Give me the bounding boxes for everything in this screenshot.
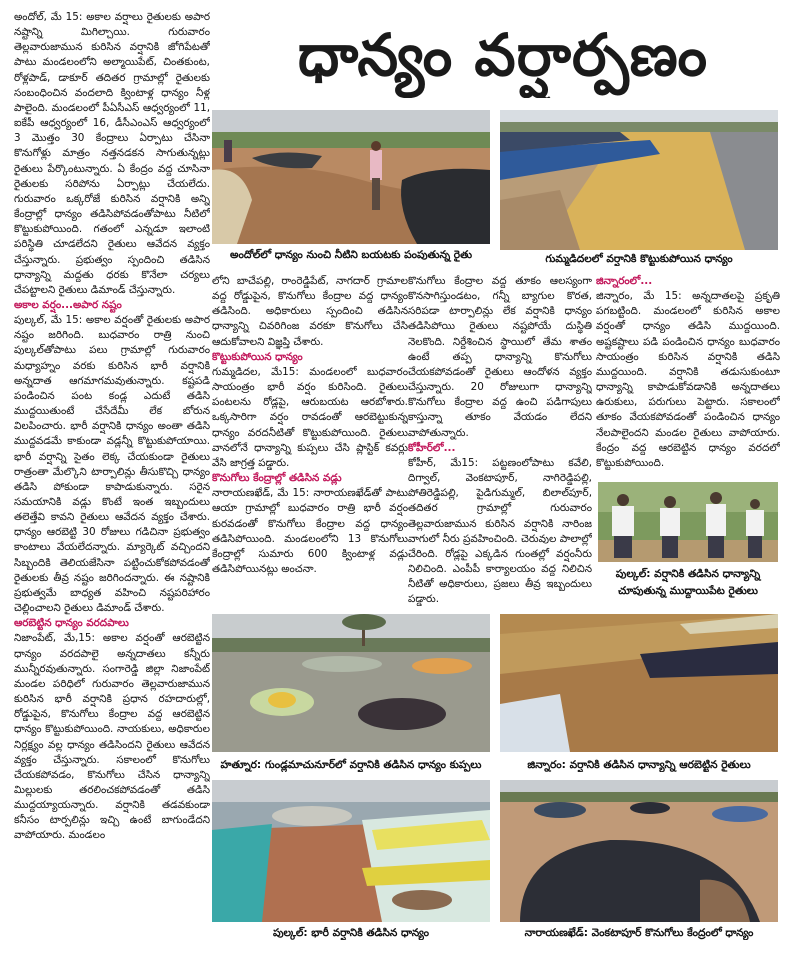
photo-caption: నారాయణఖేడ్: వెంకటాపూర్ కొనుగోలు కేంద్రంలో ధాన్యం [524,927,754,939]
photo-wet-grain-heaps [212,614,490,752]
paragraph: కొనుగోలు కేంద్రాల వద్ద తూకం ఆలస్యంగా కొనసాగిస్తుండటం, గన్నీ బ్యాగుల కొరత, సరిపడా టార్పాలిన్లు లేక వర్షానికి ధాన్యం తడిసిపోయి రైతులు నష్టపోయే దుస్థితి నెలకొంది. నిర్దేశించిన స్థాయిలో తేమ శాతం ఉంటే తప్ప ధాన్యాన్ని కొనుగోలు చేయకపోవడంతో రైతులు ఆందోళన వ్యక్తం చేస్తున్నారు. 20 రోజులుగా ధాన్యాన్ని కొనుగోలు కేంద్రాల వద్ద ఉంచి పడిగాపులు కాస్తున్నా తూకం వేయడం లేదని వాపోతున్నారు. [408,275,592,439]
photo-caption: అందోల్‌లో ధాన్యం నుంచి నీటిని బయటకు పంపుతున్న రైతు [230,249,472,261]
subheading: అకాల వర్షం...అపార నష్టం [14,298,122,311]
photo-grain-on-roadside [500,110,778,250]
paragraph: పుల్కల్, మే 15: అకాల వర్షంతో రైతులకు అపార నష్టం జరిగింది. బుధవారం రాత్రి నుంచి పుల్కల్‌తోపాటు పలు గ్రామాల్లో గురువారం మధ్యాహ్నం వరకు కురిసిన భారీ వర్షానికి అన్నదాత ఆగమాగమవుతున్నారు. కష్టపడి పండించిన పంట కండ్ల ఎదుటే తడిసి ముద్దయితుంటే చేసేదేమీ లేక బోరున విలపించారు. భారీ వర్షానికి ధాన్యం అంతా తడిసి ముద్దవడమే కాకుండా వడ్లన్నీ కొట్టుకుపోయాయి. భారీ వర్షాన్ని సైతం లెక్క చేయకుండా రైతులు రాత్రంతా మేల్కొని టార్పాలిన్లు తీసుకొచ్చి ధాన్యం తడిసి పోకుండా కాపాడుకున్నారు. సరైన సమయానికి వడ్లు కొంటే ఇంత ఇబ్బందులు తలెత్తేవి కావని రైతులు ఆవేదన వ్యక్తం చేశారు. ధాన్యం ఆరబెట్టి 30 రోజులు గడిచినా ప్రభుత్వం కాంటాలు వేయలేదన్నారు. మ్యార్కెట్ వచ్చిందని సిబ్బందికి తెలియజేసినా పట్టించుకోకపోవడంతో రైతులకు తీవ్ర నష్టం జరిగిందన్నారు. ఈ నష్టానికి ప్రభుత్వమే బాధ్యత వహించి నష్టపరిహారం చెల్లించాలని రైతులు డిమాండ్ చేశారు. [14,314,210,615]
photo-covered-grain-at-centre [500,780,778,922]
article-column-1 [14,10,210,948]
photo-farmers-showing-grain [598,482,778,562]
paragraph: అందోల్, మే 15: అకాల వర్షాలు రైతులకు అపార నష్టాన్ని మిగిల్చాయి. గురువారం తెల్లవారుజామున కురిసిన వర్షానికి జోగిపేటతో పాటు మండలంలోని అల్మాయిపేట్, చింతకుంట, రోళ్లపాడ్, డాకూర్ తదితర గ్రామాల్లో రైతులకు సంబంధించిన వందలాది క్వింటాళ్ల ధాన్యం నీళ్ల పాలైంది. మండలంలో పీఏసీఎస్ ఆధ్వర్యంలో 11, ఐకేపీ ఆధ్వర్యంలో 16, డీసీఎంఎస్ ఆధ్వర్యంలో 3 మొత్తం 30 కేంద్రాలు ఏర్పాటు చేసినా కొనుగోళ్లు మాత్రం నత్తనడకన సాగుతున్నట్లు రైతులు పేర్కొంటున్నారు. ఏ కేంద్రం వద్ద చూసినా రైతులకు సరిపోను ఏర్పాట్లు చేయలేదు. గురువారం ఒక్కరోజే కురిసిన వర్షానికి అన్ని కేంద్రాల్లో ధాన్యం తడిసిపోవడంతోపాటు నీటిలో కొట్టుకుపోయింది. గతంలో ఎన్నడూ ఇలాంటి పరిస్థితి చూడలేదని రైతులు ఆవేదన వ్యక్తం చేస్తున్నారు. ప్రభుత్వం స్పందించి తడిసిన ధాన్యాన్ని మద్దతు ధరకు కొనేలా చర్యలు చేపట్టాలని రైతులు డిమాండ్ చేస్తున్నారు. [14,11,210,296]
photo-caption: పుల్కల్: భారీ వర్షానికి తడిసిన ధాన్యం [272,927,430,939]
subheading: కొట్టుకుపోయిన ధాన్యం [212,350,303,363]
paragraph: కోహీర్, మే15: పట్టణంలోపాటు కవేలి, దిగ్వాల్, వెంకటాపూర్, నాగిరెడ్డిపల్లి, పోతిరెడ్డిపల్లి, పైడిగుమ్మల్, బిలాల్‌పూర్, తదితర గ్రామాల్లో గురువారం తెల్లవారుజామున కురిసిన వర్షానికి నారింజ వాగులో నీరు ప్రవహించింది. చెరువుల పాలాల్లో చేరింది. రోడ్లపై ఎక్కడిన గుంతల్లో వర్షంనీరు నిలిచింది. ఎంపీపీ కార్యాలయం వద్ద నిలిచిన నీటితో అధికారులు, ప్రజలు తీవ్ర ఇబ్బందులు పడ్డారు. [408,456,592,606]
paragraph: జిన్నారం, మే 15: అన్నదాతలపై ప్రకృతి పగబట్టింది. మండలంలో కురిసిన అకాల వర్షంతో ధాన్యం తడిసి ముద్దయింది. అష్టకష్టాలు పడి పండించిన ధాన్యం బుధవారం సాయంత్రం కురిసిన వర్షానికి తడిసి ముద్దయింది. వర్షానికి తడుసుకుంటూ ధాన్యాన్ని కాపాడుకోవడానికి అన్నదాతలు ఉరుకులు, పరుగులు పెట్టారు. సకాలంలో తూకం వేయకపోవడంతో పండించిన ధాన్యం నేలపాలైందని మండల రైతులు వాపోయారు. కేంద్రం వద్ద ఆరబెట్టిన ధాన్యం వరదలో కొట్టుకుపోయింది. [596,290,780,469]
photo-heavy-rain-wet-grain [212,780,490,922]
article-column-3 [408,274,592,606]
subheading: కొనుగోలు కేంద్రాల్లో తడిసిన వడ్లు [212,472,342,485]
paragraph: నిజాంపేట్, మే,15: అకాల వర్షంతో ఆరబెట్టిన ధాన్యం వరదపాలై అన్నదాతలు కన్నీరు మున్నీరవుతున్నారు. సంగారెడ్డి జిల్లా నిజాంపేట్ మండల పరిధిలో గురువారం తెల్లవారుజామున కురిసిన భారీ వర్షానికి ప్రధాన రహదారుల్లో, రోడ్డుపైన, కొనుగోలు కేంద్రాల వద్ద ఆరబెట్టిన ధాన్యం కొట్టుకుపోయింది. నాయకులు, అధికారుల నిర్లక్ష్యం వల్ల ధాన్యం తడిసిందని రైతులు ఆవేదన వ్యక్తం చేస్తున్నారు. సకాలంలో కొనుగోలు చేయకపోవడం, కొనుగోలు చేసిన ధాన్యాన్ని మిల్లులకు తరలించకపోవడంతో తడిసి ముద్దయ్యాయన్నారు. వర్షానికి తడవకుండా కనీసం టార్పలిన్లు ఇచ్చి ఉంటే బాగుండేదని వాపోయారు. మండలం [14,632,210,842]
photo-grain-spread-to-dry [500,614,778,752]
subheading: జిన్నారంలో... [596,275,653,287]
subheading: ఆరబెట్టిన ధాన్యం వరదపాలు [14,617,129,630]
photo-caption: జిన్నారం: వర్షానికి తడిసిన ధాన్యాన్ని ఆరబెట్టిన రైతులు [527,759,751,771]
photo-caption: హత్నూర: గుండ్లమాచునూర్‌లో వర్షానికి తడిసిన ధాన్యం కుప్పలు [220,759,482,771]
subheading: కోహీర్‌లో... [408,441,456,454]
photo-caption: గుమ్మడిదలలో వర్షానికి కొట్టుకుపోయిన ధాన్యం [545,253,733,265]
article-column-4 [596,274,780,484]
paragraph: గుమ్మడిదల, మే15: మండలంలో బుధవారం సాయంత్రం భారీ వర్షం కురిసింది. రైతులు పంటలను రోడ్లపై, ఆరుబయట ఆరబోశారు. ఒక్కసారిగా వర్షం రావడంతో ఆరబెట్టుకున్న ధాన్యం వరదనీటితో కొట్టుకుపోయింది. రైతులు వానలోనే ధాన్యాన్ని కుప్పలు చేసి ప్లాస్టిక్ కవర్లు వేసి జాగ్రత్త పడ్డారు. [212,365,408,469]
photo-farmer-draining-water [212,110,490,244]
paragraph: లోని బాచేపల్లి, రాంరెడ్డిపేట్, నాగదార్ గ్రామాల వద్ద రోడ్డుపైన, కొనుగోలు కేంద్రాల వద్ద ధాన్యం తడిసింది. అధికారులు స్పందించి తడిసిన ధాన్యాన్ని చివరిగింజ వరకూ కొనుగోలు చేసి ఆదుకోవాలని విజ్ఞప్తి చేశారు. [212,275,408,348]
paragraph: నారాయణఖేడ్, మే 15: నారాయణఖేడ్‌తో పాటు ఆయా గ్రామాల్లో బుధవారం రాత్రి భారీ వర్షం కురవడంతో కొనుగోలు కేంద్రాల వద్ద ధాన్యం తడిసిపోయింది. మండలంలోని 13 కొనుగోలు కేంద్రాల్లో సుమారు 600 క్వింటాళ్ల వడ్లు తడిసిపోయినట్లు అంచనా. [212,487,408,575]
article-column-2 [212,274,408,606]
headline: ధాన్యం వర్షార్పణం [297,21,709,89]
photo-caption: పుల్కల్: వర్షానికి తడిసిన ధాన్యాన్ని చూపుతున్న ముద్దాయిపేట రైతులు [615,568,761,597]
